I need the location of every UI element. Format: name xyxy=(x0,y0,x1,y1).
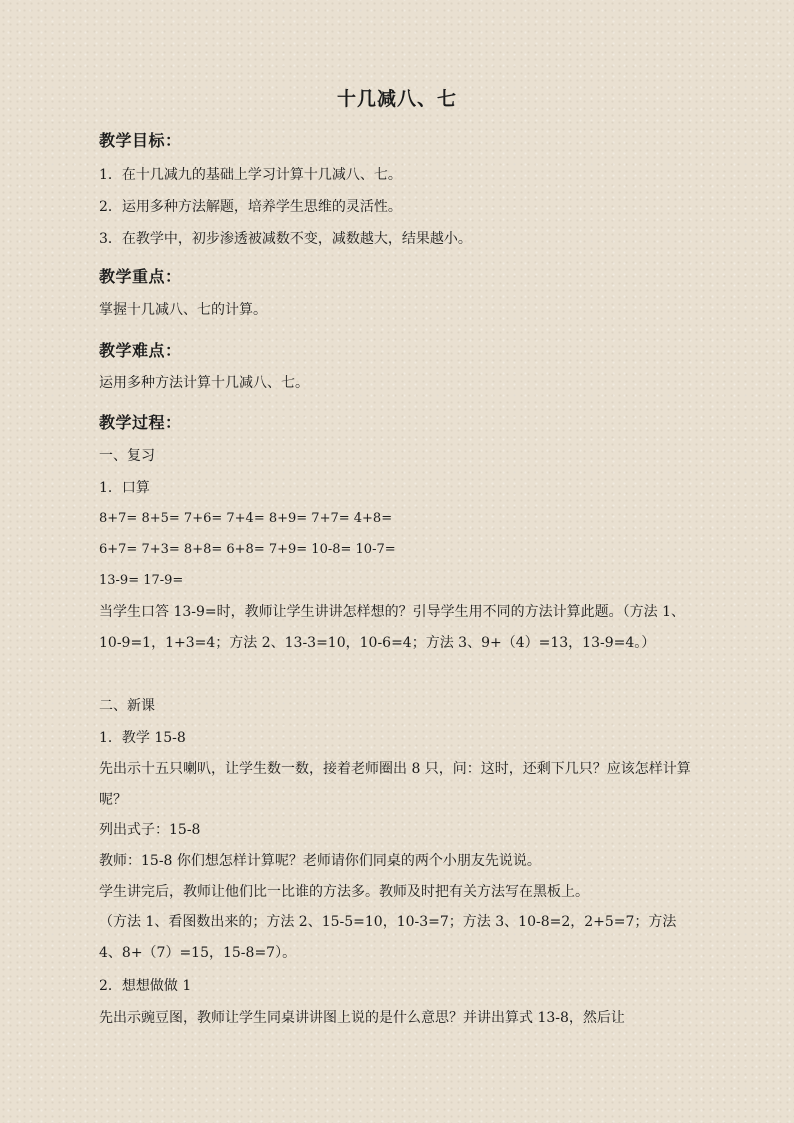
review-heading: 一、复习 xyxy=(99,448,155,464)
difficulty-heading: 教学难点： xyxy=(99,341,182,360)
methods-paragraph: （方法 1、看图数出来的；方法 2、15-5=10，10-3=7；方法 3、10-8=2，2+5=7；方法 4、8+（7）=15，15-8=7）。 xyxy=(99,914,677,961)
difficulty-text: 运用多种方法计算十几减八、七。 xyxy=(99,375,309,391)
goal-item-2: 2．运用多种方法解题，培养学生思维的灵活性。 xyxy=(99,199,402,215)
teacher-line: 教师：15-8 你们想怎样计算呢？老师请你们同桌的两个小朋友先说说。 xyxy=(99,853,541,869)
new-lesson-heading: 二、新课 xyxy=(99,698,155,714)
document-title: 十几减八、七 xyxy=(336,88,457,110)
formula-line: 列出式子：15-8 xyxy=(99,822,201,838)
key-text: 掌握十几减八、七的计算。 xyxy=(99,302,267,318)
oral-row-2: 6+7= 7+3= 8+8= 6+8= 7+9= 10-8= 10-7= xyxy=(99,542,396,557)
teach-paragraph: 先出示十五只喇叭，让学生数一数，接着老师圈出 8 只，问：这时，还剩下几只？应该怎样计算呢？ xyxy=(99,761,691,808)
review-paragraph: 当学生口答 13-9=时，教师让学生讲讲怎样想的？引导学生用不同的方法计算此题。（方法 1、10-9=1，1+3=4；方法 2、13-3=10，10-6=4；方法 3、9+（4）=13，13-9=4。） xyxy=(99,604,685,651)
goal-item-1: 1．在十几减九的基础上学习计算十几减八、七。 xyxy=(99,167,402,183)
key-heading: 教学重点： xyxy=(99,267,182,286)
goal-item-3: 3．在教学中，初步渗透被减数不变，减数越大，结果越小。 xyxy=(99,231,472,247)
oral-heading: 1．口算 xyxy=(99,480,150,496)
oral-row-1: 8+7= 8+5= 7+6= 7+4= 8+9= 7+7= 4+8= xyxy=(99,511,393,526)
after-line: 学生讲完后，教师让他们比一比谁的方法多。教师及时把有关方法写在黑板上。 xyxy=(99,884,589,900)
think-text: 先出示豌豆图，教师让学生同桌讲讲图上说的是什么意思？并讲出算式 13-8，然后让 xyxy=(99,1010,625,1026)
think-heading: 2．想想做做 1 xyxy=(99,978,192,994)
oral-row-3: 13-9= 17-9= xyxy=(99,573,184,588)
teach-heading: 1．教学 15-8 xyxy=(99,730,186,746)
process-heading: 教学过程： xyxy=(99,413,182,432)
goals-heading: 教学目标： xyxy=(99,131,182,150)
